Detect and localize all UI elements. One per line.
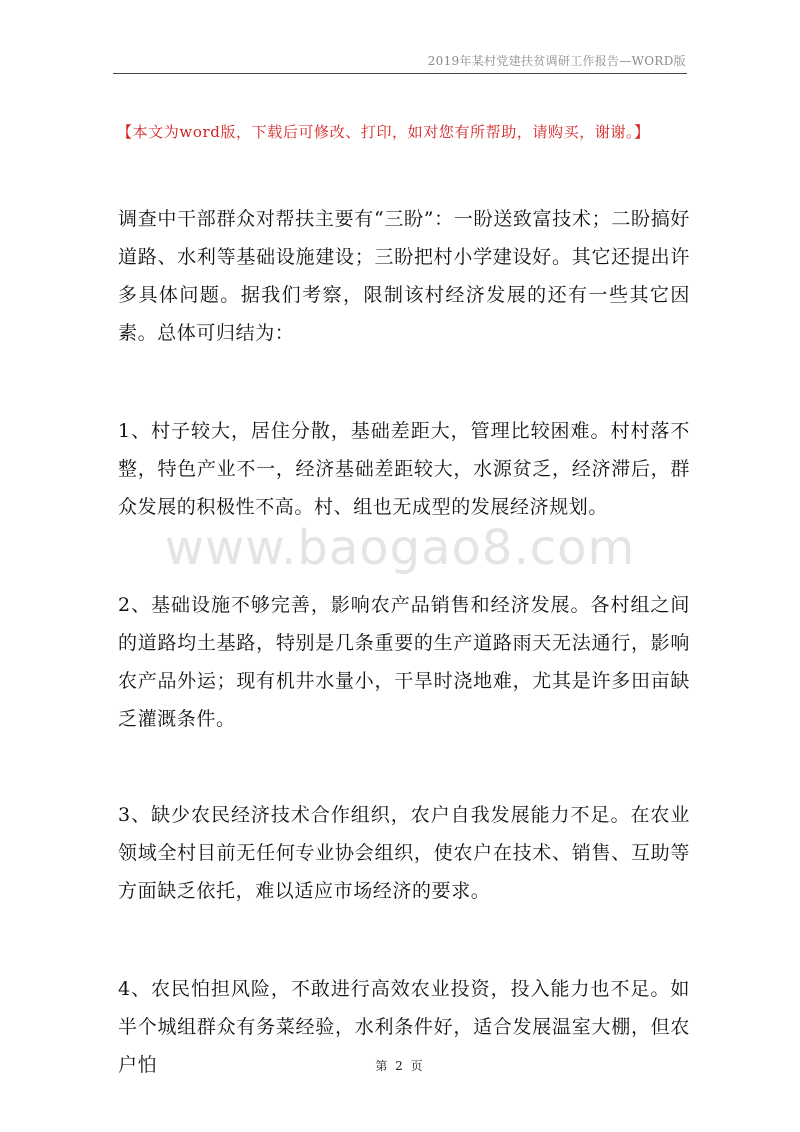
- paragraph-intro: 调查中干部群众对帮扶主要有“三盼”：一盼送致富技术；二盼搞好道路、水利等基础设施建设；三盼把村小学建设好。其它还提出许多具体问题。据我们考察，限制该村经济发展的还有一些其它因素。总体可归结为：: [118, 208, 690, 344]
- paragraph-item-2: 2、基础设施不够完善，影响农产品销售和经济发展。各村组之间的道路均土基路，特别是几条重要的生产道路雨天无法通行，影响农产品外运；现有机井水量小，干旱时浇地难，尤其是许多田亩缺乏灌溉条件。: [118, 594, 690, 730]
- header-divider: [113, 73, 687, 74]
- paragraph-item-3: 3、缺少农民经济技术合作组织，农户自我发展能力不足。在农业领域全村目前无任何专业协会组织，使农户在技术、销售、互助等方面缺乏依托，难以适应市场经济的要求。: [118, 804, 690, 902]
- watermark-text: www.baogao8.com: [164, 520, 636, 576]
- page-number: 第 2 页: [375, 1059, 425, 1073]
- paragraph-item-4: 4、农民怕担风险，不敢进行高效农业投资，投入能力也不足。如半个城组群众有务菜经验，水利条件好，适合发展温室大棚，但农户怕: [118, 978, 690, 1076]
- purchase-notice: 【本文为word版，下载后可修改、打印，如对您有所帮助，请购买，谢谢。】: [117, 123, 650, 141]
- document-header-title: 2019年某村党建扶贫调研工作报告—WORD版: [427, 54, 686, 68]
- paragraph-item-1: 1、村子较大，居住分散，基础差距大，管理比较困难。村村落不整，特色产业不一，经济基础差距较大，水源贫乏，经济滞后，群众发展的积极性不高。村、组也无成型的发展经济规划。: [118, 420, 690, 518]
